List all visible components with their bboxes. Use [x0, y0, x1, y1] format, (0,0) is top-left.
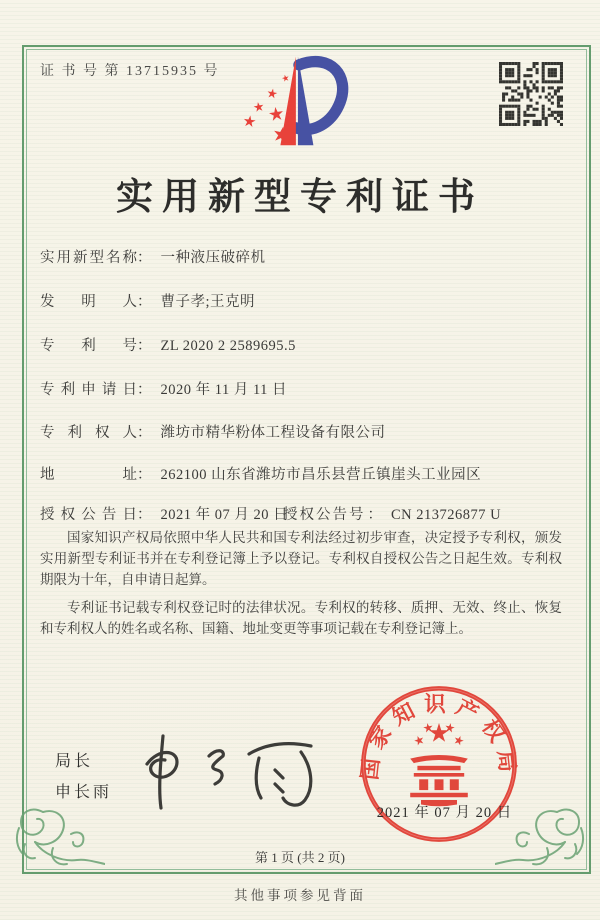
colon: ： — [137, 382, 152, 398]
field-value: 262100 山东省潍坊市昌乐县营丘镇崖头工业园区 — [160, 467, 482, 483]
colon: ： — [367, 507, 382, 523]
field-row-invention-name — [40, 246, 564, 267]
legal-paragraph: 专利证书记载专利权登记时的法律状况。专利权的转移、质押、无效、终止、恢复和专利权人的姓名或名称、国籍、地址变更等事项记载在专利登记簿上。 — [40, 599, 562, 636]
legal-paragraph: 国家知识产权局依照中华人民共和国专利法经过初步审查，决定授予专利权，颁发实用新型专利证书并在专利登记簿上予以登记。专利权自授权公告之日起生效。专利权期限为十年，自申请日起算。 — [40, 530, 562, 587]
certificate-number: 证 书 号 第 13715935 号 — [40, 64, 220, 79]
field-value: 2020 年 11 月 11 日 — [160, 382, 288, 398]
colon: ： — [137, 467, 152, 483]
field-label: 专利权人 — [40, 425, 137, 441]
director-title: 局长 — [55, 753, 94, 770]
field-value: ZL 2020 2 2589695.5 — [160, 338, 296, 354]
field-row-patent-number — [40, 334, 564, 355]
field-row-address — [40, 463, 564, 484]
field-label: 地址 — [40, 467, 137, 483]
cnipa-logo-icon — [233, 50, 367, 154]
field-label: 专利号 — [40, 338, 137, 354]
colon: ： — [137, 425, 152, 441]
legal-text — [40, 528, 562, 647]
director-signature — [125, 730, 340, 820]
field-value: 2021 年 07 月 20 日 — [160, 507, 289, 523]
colon: ： — [137, 507, 152, 523]
field-value: CN 213726877 U — [391, 507, 502, 523]
seal-text: 国家知识产权局 — [358, 692, 520, 782]
field-label: 发明人 — [40, 294, 137, 310]
director-block — [55, 746, 112, 808]
field-value: 曹子孝;王克明 — [160, 294, 256, 310]
qr-code — [499, 62, 563, 126]
grant-number-pair — [283, 503, 501, 524]
back-note: 其他事项参见背面 — [234, 888, 366, 903]
certificate-title: 实用新型专利证书 — [116, 177, 484, 218]
field-value: 一种液压破碎机 — [160, 250, 266, 266]
field-row-grant — [40, 503, 564, 524]
field-row-filing-date — [40, 378, 564, 399]
field-label: 专利申请日 — [40, 382, 137, 398]
field-row-patentee — [40, 421, 564, 442]
colon: ： — [137, 338, 152, 354]
field-value: 潍坊市精华粉体工程设备有限公司 — [160, 425, 386, 441]
seal-date: 2021 年 07 月 20 日 — [376, 805, 513, 821]
director-name: 申长雨 — [55, 784, 113, 801]
field-row-inventor — [40, 290, 564, 311]
page-indicator: 第 1 页 (共 2 页) — [255, 850, 345, 865]
colon: ： — [137, 294, 152, 310]
field-label: 实用新型名称 — [40, 250, 137, 266]
field-label: 授权公告号 — [283, 507, 366, 523]
colon: ： — [137, 250, 152, 266]
field-label: 授权公告日 — [40, 507, 137, 523]
